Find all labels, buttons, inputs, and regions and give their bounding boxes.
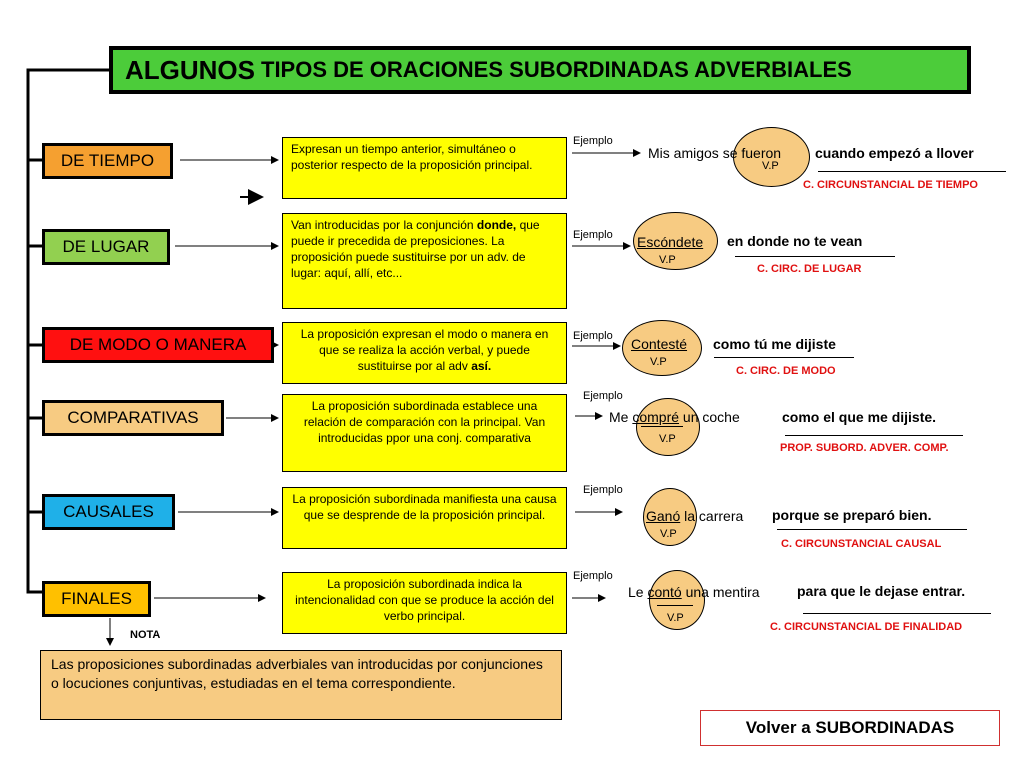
ejemplo-label: Ejemplo [583,484,623,496]
underline [714,357,854,358]
sentence-post: un coche [679,409,740,425]
verb-oval [636,398,700,456]
description-text: Van introducidas por la conjunción [291,218,477,232]
example-sentence-comparativas [609,409,740,425]
category-finales: FINALES [42,581,151,617]
subordinate-lugar: en donde no te vean [727,233,863,249]
description-tiempo [282,137,567,199]
underline [785,435,963,436]
example-sentence-causales [646,508,743,524]
main-verb: contó [647,584,682,600]
subordinate-tiempo: cuando empezó a llover [815,145,974,161]
function-label-modo: C. CIRC. DE MODO [736,365,836,377]
category-de-lugar: DE LUGAR [42,229,170,265]
category-de-modo: DE MODO O MANERA [42,327,274,363]
vp-label: V.P [667,612,684,624]
vp-label: V.P [659,433,676,445]
sentence-pre: Me [609,409,633,425]
function-label-comparativas: PROP. SUBORD. ADVER. COMP. [780,442,949,454]
volver-subordinadas-button[interactable]: Volver a SUBORDINADAS [700,710,1000,746]
note-box: Las proposiciones subordinadas adverbiales van introducidas por conjunciones o locuciones conjuntivas, estudiadas en el tema correspondiente. [40,650,562,720]
description-text: La proposición subordinada establece una relación de comparación con la principal. Van introducidas ppor una conj. comparativa [303,399,546,445]
title-prefix: ALGUNOS [125,54,255,85]
underline [777,529,967,530]
function-label-tiempo: C. CIRCUNSTANCIAL DE TIEMPO [803,179,978,191]
description-lugar [282,213,567,309]
description-comparativas [282,394,567,472]
nota-label: NOTA [130,629,161,641]
title-text: TIPOS DE ORACIONES SUBORDINADAS ADVERBIALES [261,57,852,82]
description-text: que puede ir precedida de preposiciones. La proposición puede sustituirse por un adv. de lugar: aquí, allí, etc... [291,218,540,280]
function-label-causales: C. CIRCUNSTANCIAL CAUSAL [781,538,942,550]
subordinate-modo: como tú me dijiste [713,336,836,352]
description-text: La proposición subordinada manifiesta una causa que se desprende de la proposición principal. [292,492,557,522]
sentence-post: una mentira [681,584,760,600]
description-text: La proposición subordinada indica la intencionalidad con que se produce la acción del verbo principal. [295,577,554,623]
vp-label: V.P [660,528,677,540]
example-sentence-tiempo [648,145,781,161]
main-verb: compré [632,409,680,425]
description-modo [282,322,567,384]
description-text: Expresan un tiempo anterior, simultáneo o posterior respecto de la proposición principal. [291,142,533,172]
function-label-finales: C. CIRCUNSTANCIAL DE FINALIDAD [770,621,963,633]
main-verb: se fueron [722,145,782,161]
main-verb: Contesté [631,336,688,352]
underline [818,171,1006,172]
category-causales: CAUSALES [42,494,175,530]
description-text: La proposición expresan el modo o manera en que se realiza la acción verbal, y puede sustituirse por al adv [300,327,549,373]
ejemplo-label: Ejemplo [573,330,613,342]
vp-label: V.P [650,356,667,368]
ejemplo-label: Ejemplo [573,570,613,582]
main-verb: Ganó [646,508,681,524]
main-verb: Escóndete [637,234,704,250]
example-sentence-finales [628,584,760,600]
ejemplo-label: Ejemplo [573,229,613,241]
description-causales [282,487,567,549]
description-bold: así. [471,359,492,373]
subordinate-causales: porque se preparó bien. [772,507,932,523]
sentence-pre: Mis amigos [648,145,723,161]
ejemplo-label: Ejemplo [583,390,623,402]
category-de-tiempo: DE TIEMPO [42,143,173,179]
underline [803,613,991,614]
sentence-pre: Le [628,584,648,600]
category-comparativas: COMPARATIVAS [42,400,224,436]
subordinate-comparativas: como el que me dijiste. [782,409,937,425]
ejemplo-label: Ejemplo [573,135,613,147]
page-title [109,46,971,94]
underline [641,426,683,427]
description-finales [282,572,567,634]
subordinate-finales: para que le dejase entrar. [797,583,966,599]
example-sentence-lugar [637,234,703,250]
example-sentence-modo [631,336,687,352]
vp-label: V.P [762,160,779,172]
description-bold: donde, [476,218,517,232]
function-label-lugar: C. CIRC. DE LUGAR [757,263,862,275]
underline [657,605,693,606]
underline [735,256,895,257]
vp-label: V.P [659,254,676,266]
sentence-post: la carrera [680,508,744,524]
